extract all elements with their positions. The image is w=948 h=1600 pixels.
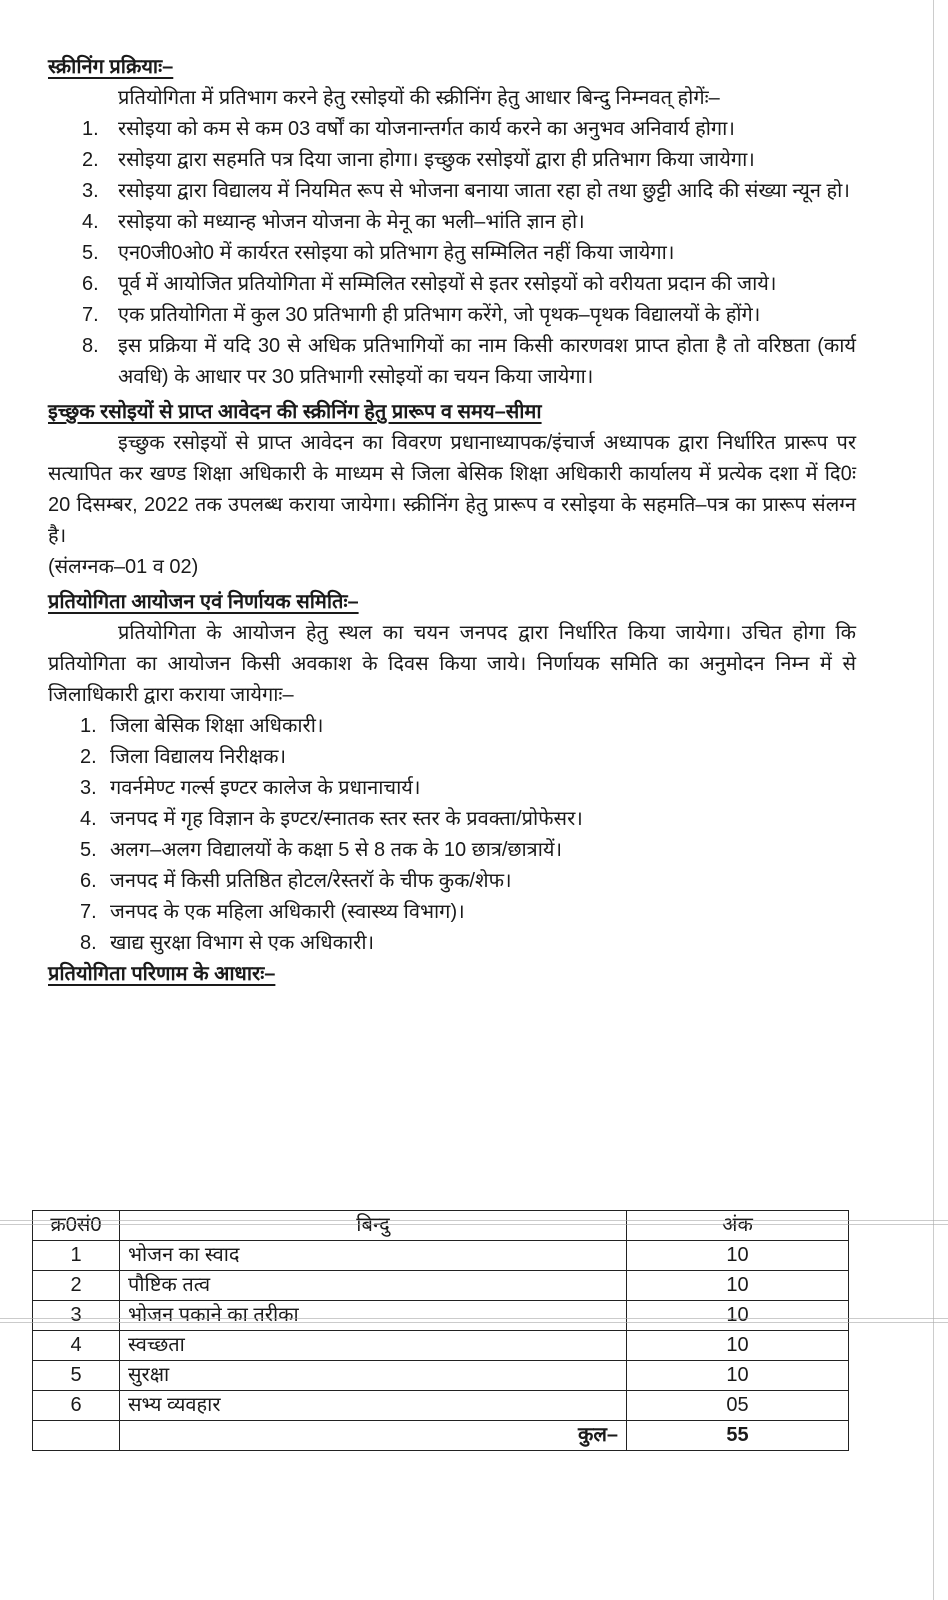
list-item bbox=[48, 331, 856, 393]
item-number: 5. bbox=[82, 242, 99, 264]
item-number: 3. bbox=[82, 180, 99, 202]
item-text: रसोइया को मध्यान्ह भोजन योजना के मेनू का भली–भांति ज्ञान हो। bbox=[118, 211, 585, 233]
item-number: 4. bbox=[82, 211, 99, 233]
cell-point: भोजन पकाने का तरीका bbox=[120, 1301, 627, 1331]
cell-serial: 2 bbox=[33, 1271, 120, 1301]
paragraph: प्रतियोगिता में प्रतिभाग करने हेतु रसोइयों की स्क्रीनिंग हेतु आधार बिन्दु निम्नवत् होगेंः– bbox=[118, 87, 720, 109]
section-result-basis bbox=[48, 959, 856, 990]
section-application-format bbox=[48, 397, 856, 583]
item-number: 2. bbox=[82, 149, 99, 171]
section-heading: प्रतियोगिता आयोजन एवं निर्णायक समितिः– bbox=[48, 591, 359, 613]
table-row bbox=[33, 1301, 849, 1331]
item-number: 7. bbox=[82, 304, 99, 326]
cell-marks: 10 bbox=[627, 1331, 849, 1361]
total-value: 55 bbox=[627, 1421, 849, 1451]
item-number: 6. bbox=[82, 273, 99, 295]
cell-marks: 10 bbox=[627, 1241, 849, 1271]
paragraph: इच्छुक रसोइयों से प्राप्त आवेदन का विवरण प्रधानाध्यापक/इंचार्ज अध्यापक द्वारा निर्धारित प्रारूप पर सत्यापित कर खण्ड शिक्षा अधिकारी के माध्यम से जिला बेसिक शिक्षा अधिकारी कार्यालय में प्रत्येक दशा में दि0ः 20 दिसम्बर, 2022 तक उपलब्ध कराया जायेगा। स्क्रीनिंग हेतु प्रारूप व रसोइया के सहमति–पत्र का प्रारूप संलग्न है। bbox=[48, 432, 856, 547]
scan-artifact-line bbox=[0, 1220, 948, 1225]
item-text: अलग–अलग विद्यालयों के कक्षा 5 से 8 तक के 10 छात्र/छात्रायें। bbox=[110, 839, 563, 861]
list-item bbox=[48, 928, 856, 959]
item-text: जनपद के एक महिला अधिकारी (स्वास्थ्य विभाग)। bbox=[110, 901, 465, 923]
list-item bbox=[48, 238, 856, 269]
cell-serial: 3 bbox=[33, 1301, 120, 1331]
item-text: रसोइया द्वारा सहमति पत्र दिया जाना होगा। इच्छुक रसोइयों द्वारा ही प्रतिभाग किया जायेगा। bbox=[118, 149, 755, 171]
item-number: 2. bbox=[80, 746, 97, 768]
cell-point: पौष्टिक तत्व bbox=[120, 1271, 627, 1301]
total-label: कुल– bbox=[120, 1421, 627, 1451]
list-item bbox=[48, 711, 856, 742]
item-number: 8. bbox=[82, 335, 99, 357]
document-page bbox=[48, 52, 856, 990]
list-item bbox=[48, 269, 856, 300]
cell-serial: 1 bbox=[33, 1241, 120, 1271]
item-number: 3. bbox=[80, 777, 97, 799]
list-item bbox=[48, 742, 856, 773]
item-text: एन0जी0ओ0 में कार्यरत रसोइया को प्रतिभाग हेतु सम्मिलित नहीं किया जायेगा। bbox=[118, 242, 675, 264]
cell-marks: 05 bbox=[627, 1391, 849, 1421]
table-row bbox=[33, 1391, 849, 1421]
table-row bbox=[33, 1361, 849, 1391]
item-text: जनपद में गृह विज्ञान के इण्टर/स्नातक स्तर स्तर के प्रवक्ता/प्रोफेसर। bbox=[110, 808, 583, 830]
item-number: 1. bbox=[82, 118, 99, 140]
cell-point: भोजन का स्वाद bbox=[120, 1241, 627, 1271]
list-item bbox=[48, 145, 856, 176]
item-number: 4. bbox=[80, 808, 97, 830]
item-text: पूर्व में आयोजित प्रतियोगिता में सम्मिलित रसोइयों से इतर रसोइयों को वरीयता प्रदान की जाये। bbox=[118, 273, 777, 295]
list-item bbox=[48, 207, 856, 238]
header-serial: क्र0सं0 bbox=[33, 1211, 120, 1241]
cell-point: सुरक्षा bbox=[120, 1361, 627, 1391]
section-heading: स्क्रीनिंग प्रक्रियाः– bbox=[48, 56, 174, 78]
item-number: 8. bbox=[80, 932, 97, 954]
item-number: 5. bbox=[80, 839, 97, 861]
paragraph: प्रतियोगिता के आयोजन हेतु स्थल का चयन जनपद द्वारा निर्धारित किया जायेगा। उचित होगा कि प्रतियोगिता का आयोजन किसी अवकाश के दिवस किया जाये। निर्णायक समिति का अनुमोदन निम्न में से जिलाधिकारी द्वारा कराया जायेगाः– bbox=[48, 622, 856, 706]
scan-edge bbox=[933, 0, 934, 1600]
section-heading: प्रतियोगिता परिणाम के आधारः– bbox=[48, 963, 276, 985]
item-number: 1. bbox=[80, 715, 97, 737]
cell-serial: 6 bbox=[33, 1391, 120, 1421]
section-heading: इच्छुक रसोइयों से प्राप्त आवेदन की स्क्रीनिंग हेतु प्रारूप व समय–सीमा bbox=[48, 401, 542, 423]
item-text: जिला विद्यालय निरीक्षक। bbox=[110, 746, 287, 768]
table-total-row bbox=[33, 1421, 849, 1451]
scoring-table bbox=[32, 1210, 849, 1451]
item-text: रसोइया द्वारा विद्यालय में नियमित रूप से भोजना बनाया जाता रहा हो तथा छुट्टी आदि की संख्या न्यून हो। bbox=[118, 180, 850, 202]
cell-empty bbox=[33, 1421, 120, 1451]
item-text: जिला बेसिक शिक्षा अधिकारी। bbox=[110, 715, 324, 737]
list-item bbox=[48, 804, 856, 835]
item-number: 6. bbox=[80, 870, 97, 892]
cell-point: सभ्य व्यवहार bbox=[120, 1391, 627, 1421]
section-jury-committee bbox=[48, 587, 856, 959]
item-text: गवर्नमेण्ट गर्ल्स इण्टर कालेज के प्रधानाचार्य। bbox=[110, 777, 421, 799]
cell-serial: 4 bbox=[33, 1331, 120, 1361]
cell-marks: 10 bbox=[627, 1301, 849, 1331]
attachment-note: (संलग्नक–01 व 02) bbox=[48, 556, 199, 578]
item-text: रसोइया को कम से कम 03 वर्षों का योजनान्तर्गत कार्य करने का अनुभव अनिवार्य होगा। bbox=[118, 118, 735, 140]
cell-point: स्वच्छता bbox=[120, 1331, 627, 1361]
cell-marks: 10 bbox=[627, 1271, 849, 1301]
item-text: एक प्रतियोगिता में कुल 30 प्रतिभागी ही प्रतिभाग करेंगे, जो पृथक–पृथक विद्यालयों के होंगे। bbox=[118, 304, 761, 326]
list-item bbox=[48, 114, 856, 145]
cell-serial: 5 bbox=[33, 1361, 120, 1391]
list-item bbox=[48, 897, 856, 928]
list-item bbox=[48, 835, 856, 866]
screening-criteria-list bbox=[48, 114, 856, 393]
table-row bbox=[33, 1271, 849, 1301]
header-marks: अंक bbox=[627, 1211, 849, 1241]
section-screening-process bbox=[48, 52, 856, 393]
item-text: जनपद में किसी प्रतिष्ठित होटल/रेस्तरॉ के चीफ कुक/शेफ। bbox=[110, 870, 512, 892]
committee-list bbox=[48, 711, 856, 959]
header-point: बिन्दु bbox=[120, 1211, 627, 1241]
table-row bbox=[33, 1331, 849, 1361]
list-item bbox=[48, 176, 856, 207]
item-number: 7. bbox=[80, 901, 97, 923]
table-row bbox=[33, 1241, 849, 1271]
item-text: खाद्य सुरक्षा विभाग से एक अधिकारी। bbox=[110, 932, 375, 954]
scan-artifact-line bbox=[0, 1318, 948, 1323]
cell-marks: 10 bbox=[627, 1361, 849, 1391]
list-item bbox=[48, 773, 856, 804]
table-header-row bbox=[33, 1211, 849, 1241]
item-text: इस प्रक्रिया में यदि 30 से अधिक प्रतिभागियों का नाम किसी कारणवश प्राप्त होता है तो वरिष्ठता (कार्य अवधि) के आधार पर 30 प्रतिभागी रसोइयों का चयन किया जायेगा। bbox=[118, 335, 856, 388]
list-item bbox=[48, 300, 856, 331]
list-item bbox=[48, 866, 856, 897]
